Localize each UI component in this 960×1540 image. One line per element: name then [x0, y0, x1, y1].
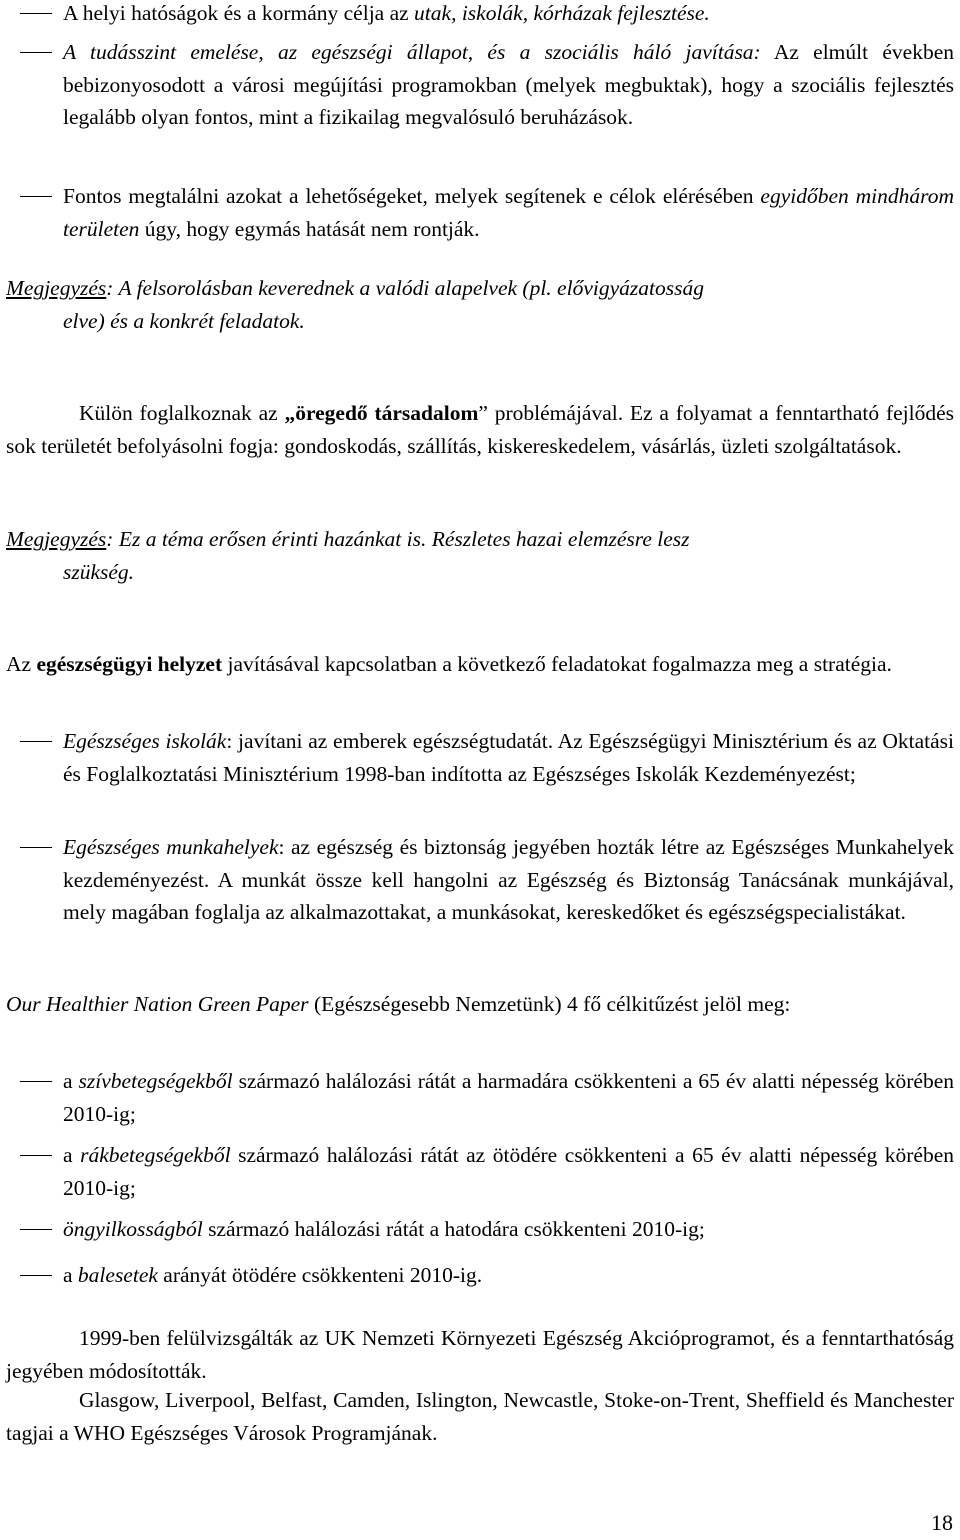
- health-paragraph: Az egészségügyi helyzet javításával kapcsolatban a következő feladatokat fogalmazza meg a stratégia.: [6, 652, 892, 676]
- list-item: öngyilkosságból származó halálozási rátát a hatodára csökkenteni 2010-ig;: [0, 1213, 954, 1246]
- dash-bullet: [20, 196, 52, 197]
- dash-bullet: [20, 847, 52, 848]
- list-item: Fontos megtalálni azokat a lehetőségeket, melyek segítenek e célok elérésében egyidőben mindhárom területen úgy, hogy egymás hatását nem rontják.: [0, 180, 954, 245]
- list-item: A helyi hatóságok és a kormány célja az utak, iskolák, kórházak fejlesztése.: [0, 0, 954, 30]
- dash-bullet: [20, 1081, 52, 1082]
- list-item: a szívbetegségekből származó halálozási rátát a harmadára csökkenteni a 65 év alatti népesség körében 2010-ig;: [0, 1065, 954, 1130]
- aging-paragraph: Külön foglalkoznak az „öregedő társadalom” problémájával. Ez a folyamat a fenntartható fejlődés sok területét befolyásolni fogja: gondoskodás, szállítás, kiskereskedelem, vásárlás, üzleti szolgáltatások.: [6, 401, 955, 458]
- dash-bullet: [20, 1229, 52, 1230]
- page-number: 18: [931, 1510, 953, 1535]
- list-item: Egészséges iskolák: javítani az emberek egészségtudatát. Az Egészségügyi Minisztérium és az Oktatási és Foglalkoztatási Minisztérium 1998-ban indította az Egészséges Iskolák Kezdeményezést;: [0, 725, 954, 790]
- dash-bullet: [20, 52, 52, 53]
- cities-paragraph: Glasgow, Liverpool, Belfast, Camden, Islington, Newcastle, Stoke-on-Trent, Sheffield és Manchester tagjai a WHO Egészséges Városok Programjának.: [6, 1388, 954, 1445]
- review-paragraph: 1999-ben felülvizsgálták az UK Nemzeti Környezeti Egészség Akcióprogramot, és a fenntarthatóság jegyében módosították.: [6, 1326, 954, 1383]
- note-paragraph: Megjegyzés: Ez a téma erősen érinti hazánkat is. Részletes hazai elemzésre lesz szükség.: [6, 527, 690, 584]
- dash-bullet: [20, 741, 52, 742]
- list-item: A tudásszint emelése, az egészségi állapot, és a szociális háló javítása: Az elmúlt években bebizonyosodott a városi megújítási programokban (melyek megbuktak), hogy a szociális fejlesztés legalább olyan fontos, mint a fizikailag megvalósuló beruházások.: [0, 36, 954, 134]
- list-item: a balesetek arányát ötödére csökkenteni 2010-ig.: [0, 1259, 954, 1292]
- dash-bullet: [20, 1155, 52, 1156]
- dash-bullet: [20, 13, 52, 14]
- note-paragraph: Megjegyzés: A felsorolásban keverednek a valódi alapelvek (pl. elővigyázatosság elve) és a konkrét feladatok.: [6, 276, 704, 333]
- green-paper-paragraph: Our Healthier Nation Green Paper (Egészségesebb Nemzetünk) 4 fő célkitűzést jelöl meg:: [6, 992, 791, 1016]
- list-item: a rákbetegségekből származó halálozási rátát az ötödére csökkenteni a 65 év alatti népesség körében 2010-ig;: [0, 1139, 954, 1204]
- dash-bullet: [20, 1275, 52, 1276]
- list-item: Egészséges munkahelyek: az egészség és biztonság jegyében hozták létre az Egészséges Munkahelyek kezdeményezést. A munkát össze kell hangolni az Egészség és Biztonság Tanácsának munkájával, mely magában foglalja az alkalmazottakat, a munkásokat, kereskedőket és egészségspecialistákat.: [0, 831, 954, 929]
